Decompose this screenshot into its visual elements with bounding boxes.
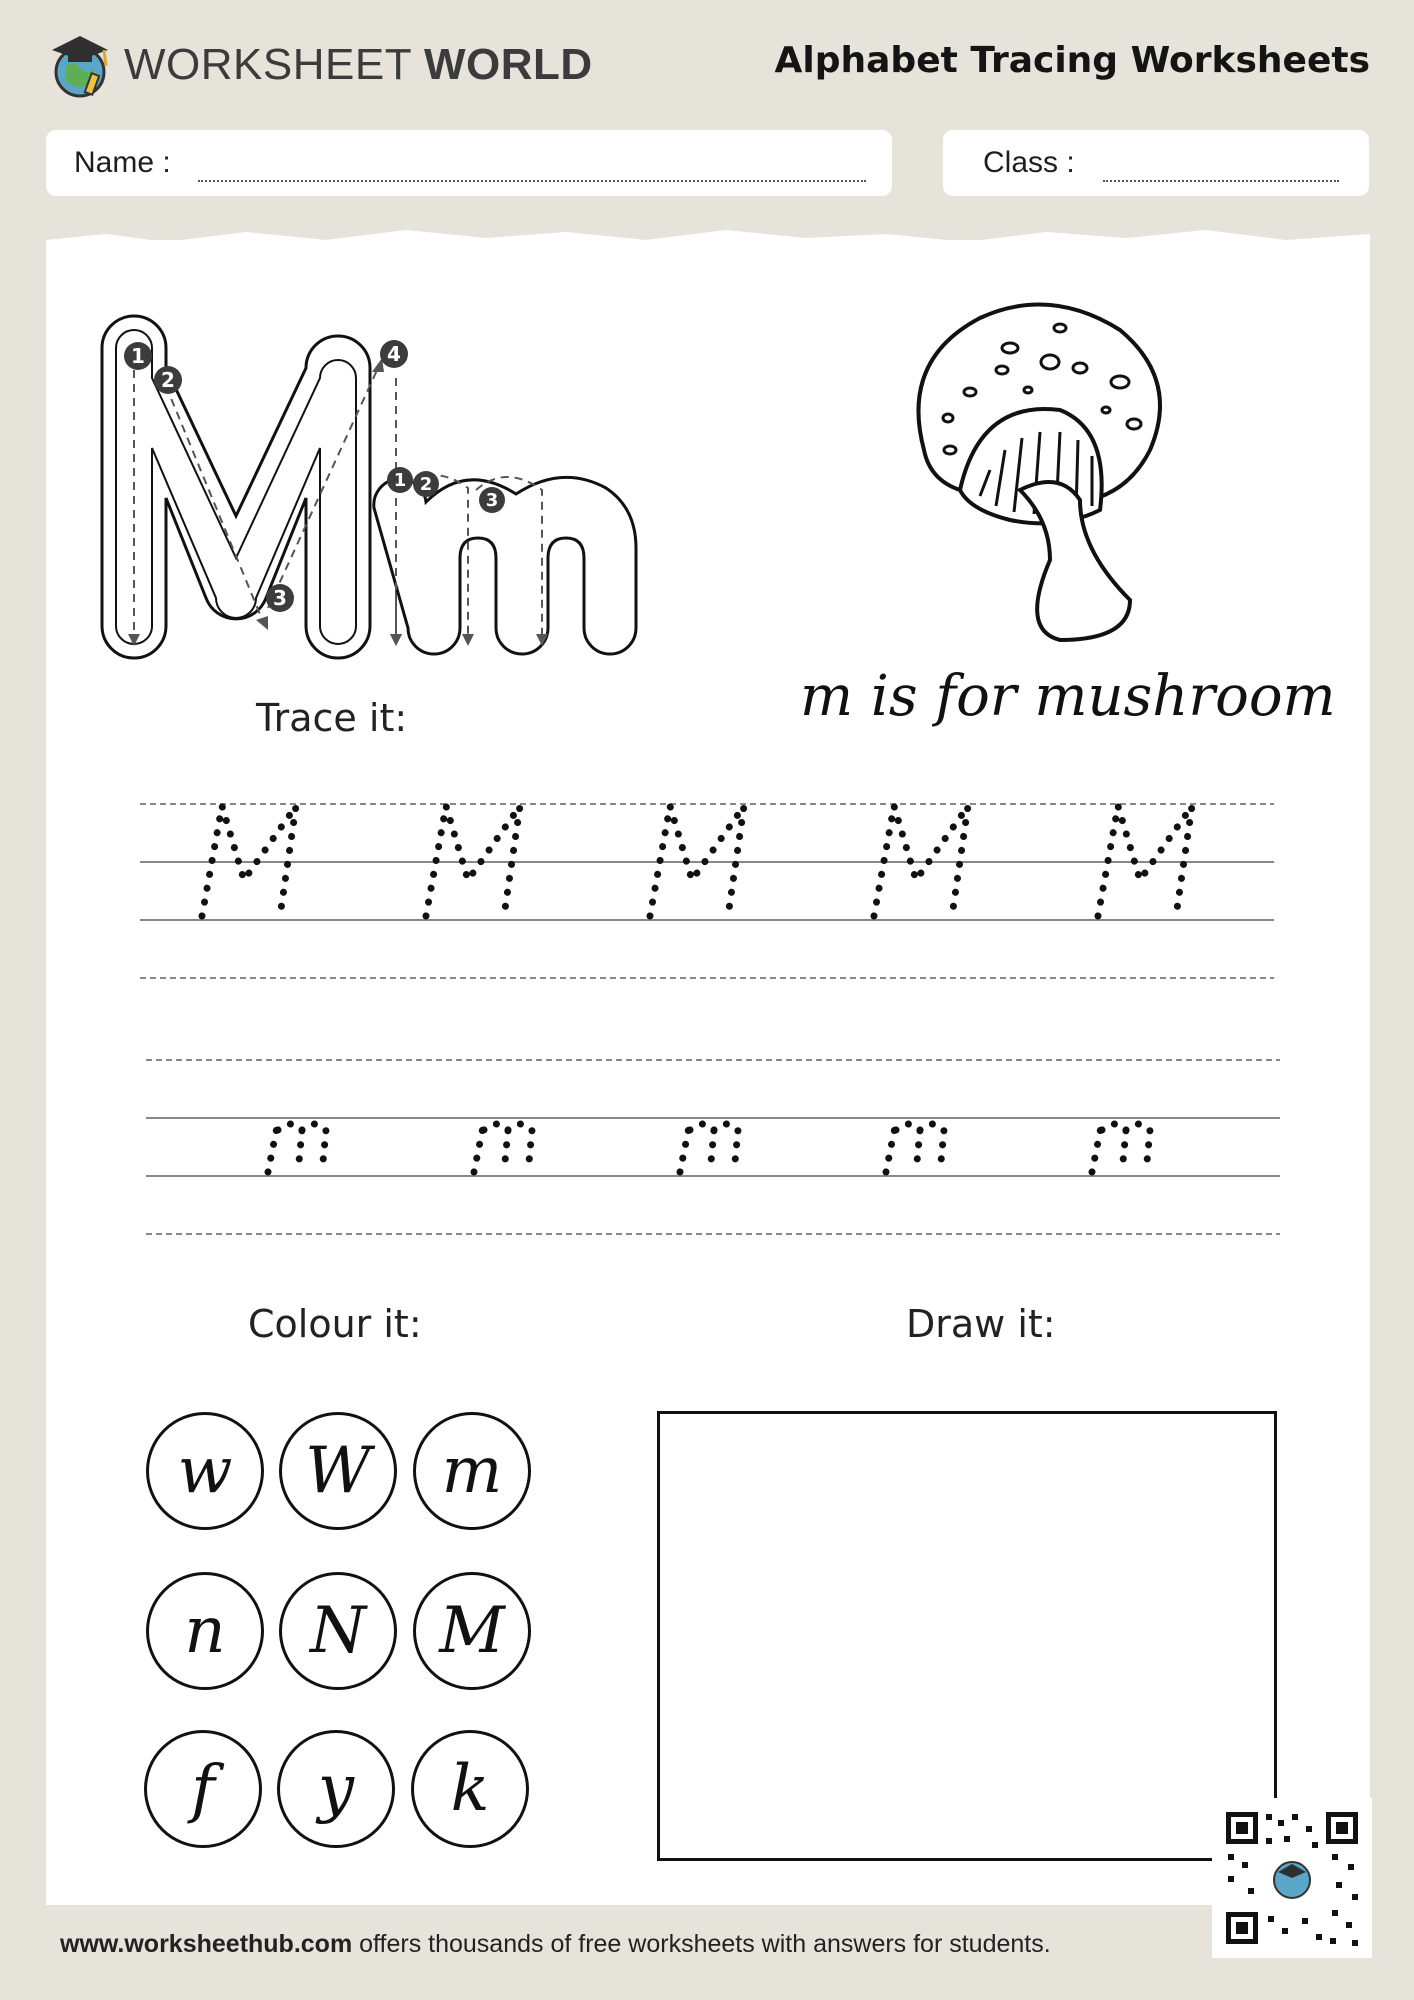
lower-step-1: 1 [393, 470, 407, 491]
name-label: Name : [74, 146, 171, 179]
letter-stroke-guide [96, 308, 736, 668]
upper-step-2: 2 [161, 368, 175, 392]
class-write-line[interactable] [1103, 180, 1339, 182]
trace-lower-5[interactable] [1092, 1122, 1150, 1172]
trace-lower-2[interactable] [474, 1122, 532, 1172]
lower-step-3: 3 [485, 490, 499, 511]
class-field[interactable] [943, 130, 1369, 196]
name-field[interactable] [46, 130, 892, 196]
draw-label: Draw it: [906, 1302, 1056, 1346]
lower-step-2: 2 [419, 474, 433, 495]
brand-bold-text: WORLD [424, 40, 593, 89]
colour-circle-m[interactable]: m [413, 1412, 531, 1530]
footer-site-link[interactable]: www.worksheethub.com [60, 1930, 353, 1958]
colour-circle-w[interactable]: w [146, 1412, 264, 1530]
trace-lower-3[interactable] [680, 1122, 738, 1172]
trace-label: Trace it: [256, 696, 408, 740]
footer-description: offers thousands of free worksheets with answers for students. [352, 1930, 1051, 1958]
colour-circle-W[interactable]: W [279, 1412, 397, 1530]
globe-mascot-icon [48, 30, 112, 100]
trace-upper-3[interactable] [650, 806, 744, 916]
upper-step-1: 1 [131, 344, 145, 368]
name-write-line[interactable] [198, 180, 866, 182]
upper-step-4: 4 [387, 342, 401, 366]
picture-caption: m is for mushroom [800, 664, 1336, 729]
trace-upper-4[interactable] [874, 806, 968, 916]
footer-text [60, 1930, 1051, 1959]
document-title: Alphabet Tracing Worksheets [774, 40, 1370, 81]
colour-circle-M[interactable]: M [413, 1572, 531, 1690]
trace-upper-2[interactable] [426, 806, 520, 916]
trace-letters [140, 790, 1280, 1250]
qr-code-icon[interactable] [1212, 1798, 1372, 1958]
class-label: Class : [983, 146, 1075, 179]
brand-logo [48, 30, 593, 100]
colour-label: Colour it: [248, 1302, 422, 1346]
trace-upper-1[interactable] [202, 806, 296, 916]
trace-upper-5[interactable] [1098, 806, 1192, 916]
upper-step-3: 3 [273, 586, 287, 610]
colour-circle-f[interactable]: f [144, 1730, 262, 1848]
brand-light-text: WORKSHEET [124, 40, 412, 89]
trace-lower-1[interactable] [268, 1122, 326, 1172]
colour-circle-k[interactable]: k [411, 1730, 529, 1848]
drawing-box[interactable] [657, 1411, 1277, 1861]
mushroom-icon [910, 300, 1170, 650]
colour-circle-n[interactable]: n [146, 1572, 264, 1690]
colour-circle-y[interactable]: y [277, 1730, 395, 1848]
torn-paper-edge [46, 226, 1370, 262]
colour-circle-N[interactable]: N [279, 1572, 397, 1690]
trace-lower-4[interactable] [886, 1122, 944, 1172]
